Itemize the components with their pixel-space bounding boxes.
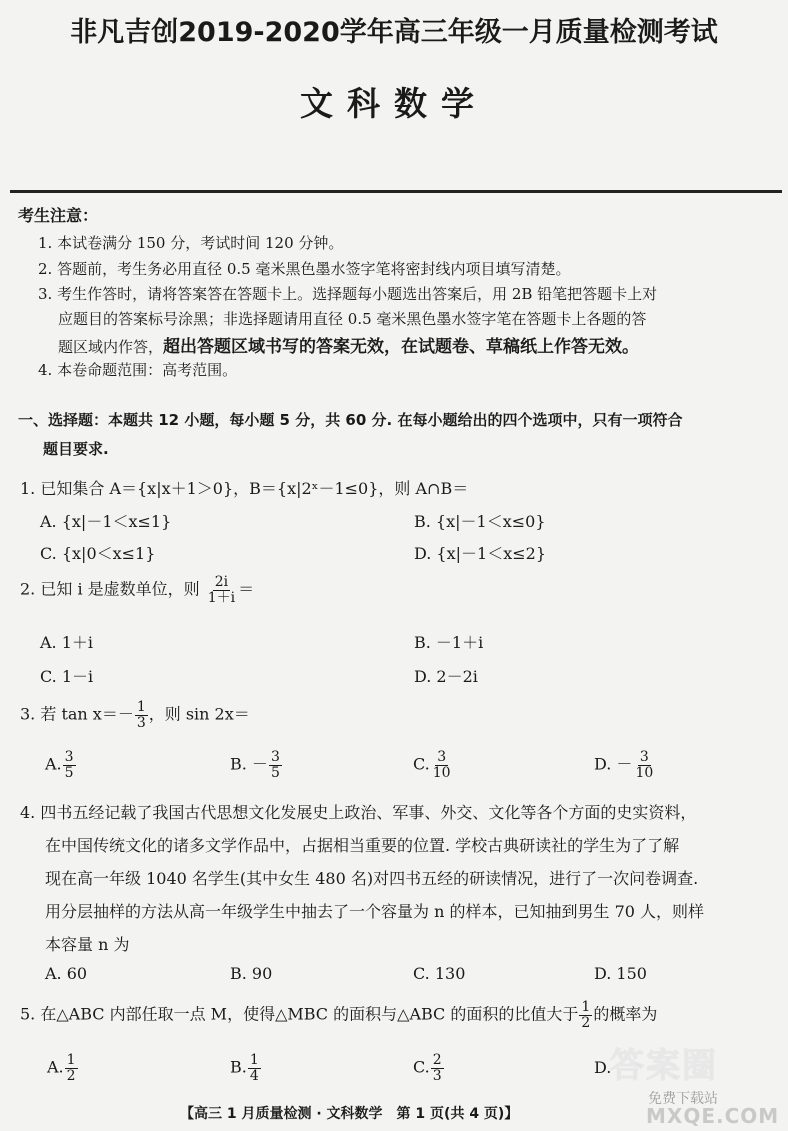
q5-c-label: C. bbox=[413, 1057, 430, 1077]
q3-b-label: B. － bbox=[230, 754, 268, 774]
q2-option-c: C. 1－i bbox=[40, 667, 94, 686]
q2-option-b: B. －1＋i bbox=[414, 633, 484, 652]
q5-option-c bbox=[413, 1053, 445, 1083]
q5-b-num: 1 bbox=[249, 1052, 259, 1068]
q5-stem-tail: 的概率为 bbox=[593, 1004, 658, 1024]
notice-item-3-line1: 3. 考生作答时，请将答案答在答题卡上。选择题每小题选出答案后，用 2B 铅笔把答题卡上对 bbox=[38, 285, 658, 303]
notice-item-3-line2: 应题目的答案标号涂黑；非选择题请用直径 0.5 毫米黑色墨水签字笔在答题卡上各题的答 bbox=[58, 310, 647, 328]
q5-b-label: B. bbox=[230, 1057, 247, 1077]
q2-option-a: A. 1＋i bbox=[40, 633, 94, 652]
q5-stem bbox=[20, 1000, 657, 1030]
q3-option-b bbox=[230, 750, 283, 780]
section-heading-line2: 题目要求. bbox=[43, 440, 109, 458]
q5-frac-num: 1 bbox=[581, 999, 591, 1015]
q1-option-b: B. {x|－1＜x≤0} bbox=[414, 512, 546, 531]
watermark-subtitle: 免费下载站 bbox=[648, 1091, 718, 1107]
q2-stem bbox=[20, 575, 254, 605]
q3-frac-num: 1 bbox=[136, 699, 146, 715]
header-divider bbox=[10, 190, 782, 193]
q1-stem: 1. 已知集合 A＝{x|x＋1＞0}，B＝{x|2ˣ－1≤0}，则 A∩B＝ bbox=[20, 479, 469, 498]
q4-line1: 4. 四书五经记载了我国古代思想文化发展史上政治、军事、外交、文化等各个方面的史实资料， bbox=[20, 803, 697, 822]
exam-title: 非凡吉创2019-2020学年高三年级一月质量检测考试 bbox=[70, 17, 718, 48]
notice-item-1: 1. 本试卷满分 150 分，考试时间 120 分钟。 bbox=[38, 234, 344, 252]
q5-b-den: 4 bbox=[249, 1067, 259, 1084]
q3-b-den: 5 bbox=[270, 764, 280, 781]
q5-option-d: D. bbox=[594, 1058, 612, 1077]
q3-stem-tail: ，则 sin 2x＝ bbox=[148, 704, 250, 724]
q5-a-num: 1 bbox=[66, 1052, 76, 1068]
q5-frac-den: 2 bbox=[581, 1014, 591, 1031]
q4-line3: 现在高一年级 1040 名学生(其中女生 480 名)对四书五经的研读情况，进行了一次问卷调查. bbox=[45, 869, 699, 888]
watermark-logo-text: 答案圈 bbox=[610, 1046, 718, 1086]
q3-frac-den: 3 bbox=[136, 714, 146, 731]
q5-fraction bbox=[579, 1000, 592, 1030]
notice-heading: 考生注意： bbox=[18, 206, 99, 225]
q2-fraction bbox=[206, 575, 237, 605]
q2-stem-text: 2. 已知 i 是虚数单位，则 bbox=[20, 579, 200, 599]
q3-a-den: 5 bbox=[64, 764, 74, 781]
q3-c-num: 3 bbox=[437, 749, 447, 765]
q3-a-fraction bbox=[63, 750, 76, 780]
q5-option-a bbox=[47, 1053, 79, 1083]
q3-b-num: 3 bbox=[270, 749, 280, 765]
q5-a-label: A. bbox=[47, 1057, 64, 1077]
q3-a-num: 3 bbox=[64, 749, 74, 765]
q4-option-c: C. 130 bbox=[413, 964, 466, 983]
q5-c-num: 2 bbox=[432, 1052, 442, 1068]
q3-d-num: 3 bbox=[639, 749, 649, 765]
q5-option-b bbox=[230, 1053, 262, 1083]
q5-b-fraction bbox=[248, 1053, 261, 1083]
q3-stem-text: 3. 若 tan x＝－ bbox=[20, 704, 134, 724]
q4-line5: 本容量 n 为 bbox=[45, 935, 130, 954]
q4-line4: 用分层抽样的方法从高一年级学生中抽去了一个容量为 n 的样本，已知抽到男生 70 人，则样 bbox=[45, 902, 705, 921]
q3-option-d bbox=[594, 750, 656, 780]
notice-item-2: 2. 答题前，考生务必用直径 0.5 毫米黑色墨水签字笔将密封线内项目填写清楚。 bbox=[38, 260, 571, 278]
q1-option-d: D. {x|－1＜x≤2} bbox=[414, 544, 546, 563]
notice-item-3-text: 题区域内作答， bbox=[58, 338, 164, 356]
q3-b-fraction bbox=[269, 750, 282, 780]
q1-option-a: A. {x|－1＜x≤1} bbox=[40, 512, 172, 531]
q3-d-den: 10 bbox=[635, 764, 654, 781]
subject-title: 文科数学 bbox=[300, 84, 488, 123]
q2-stem-tail: ＝ bbox=[238, 579, 255, 599]
notice-item-3-emphasis: 超出答题区域书写的答案无效，在试题卷、草稿纸上作答无效。 bbox=[163, 337, 640, 357]
q3-stem bbox=[20, 700, 250, 730]
q5-c-den: 3 bbox=[432, 1067, 442, 1084]
q5-a-den: 2 bbox=[66, 1067, 76, 1084]
q5-c-fraction bbox=[431, 1053, 444, 1083]
page-footer: 【高三 1 月质量检测 · 文科数学 第 1 页(共 4 页)】 bbox=[180, 1106, 519, 1122]
q4-line2: 在中国传统文化的诸多文学作品中，占据相当重要的位置. 学校古典研读社的学生为了了解 bbox=[45, 836, 680, 855]
q2-option-d: D. 2－2i bbox=[414, 667, 478, 686]
notice-item-3-line3 bbox=[58, 332, 639, 357]
q3-c-den: 10 bbox=[432, 764, 451, 781]
q3-d-label: D. － bbox=[594, 754, 633, 774]
q1-option-c: C. {x|0＜x≤1} bbox=[40, 544, 156, 563]
q3-c-fraction bbox=[431, 750, 453, 780]
notice-item-4: 4. 本卷命题范围：高考范围。 bbox=[38, 361, 238, 379]
watermark-site: MXQE.COM bbox=[646, 1104, 780, 1128]
q3-d-fraction bbox=[633, 750, 655, 780]
q3-option-c bbox=[413, 750, 454, 780]
q3-fraction bbox=[135, 700, 148, 730]
q2-frac-den: 1＋i bbox=[207, 589, 236, 606]
q5-stem-text: 5. 在△ABC 内部任取一点 M，使得△MBC 的面积与△ABC 的面积的比值大于 bbox=[20, 1004, 579, 1024]
section-heading-line1: 一、选择题：本题共 12 小题，每小题 5 分，共 60 分. 在每小题给出的四个选项中，只有一项符合 bbox=[18, 411, 683, 429]
q3-a-label: A. bbox=[45, 754, 62, 774]
q4-option-a: A. 60 bbox=[45, 964, 88, 983]
q4-option-d: D. 150 bbox=[594, 964, 647, 983]
q3-option-a bbox=[45, 750, 77, 780]
q5-a-fraction bbox=[65, 1053, 78, 1083]
q4-option-b: B. 90 bbox=[230, 964, 273, 983]
q2-frac-num: 2i bbox=[214, 574, 229, 590]
q3-c-label: C. bbox=[413, 754, 430, 774]
